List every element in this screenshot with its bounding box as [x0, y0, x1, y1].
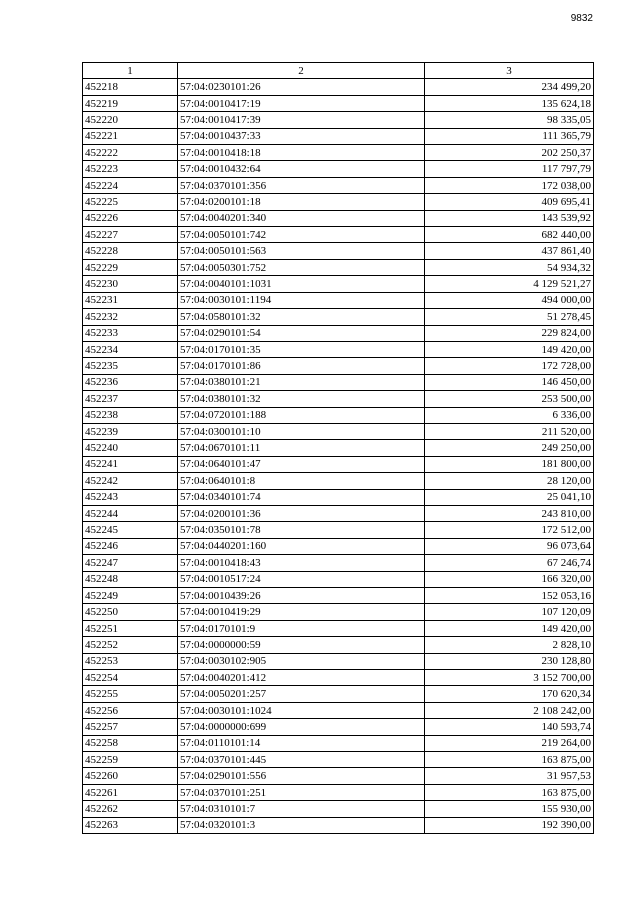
row-number: 452256: [83, 702, 178, 718]
cadastral-value: 152 053,16: [425, 588, 594, 604]
cadastral-number: 57:04:0010437:33: [178, 128, 425, 144]
table-row: [83, 555, 594, 571]
table-row: [83, 325, 594, 341]
row-number: 452240: [83, 440, 178, 456]
cadastral-number: 57:04:0580101:32: [178, 309, 425, 325]
table-row: [83, 670, 594, 686]
table-header: [83, 63, 594, 79]
table-row: [83, 276, 594, 292]
table-row: [83, 768, 594, 784]
table-row: [83, 719, 594, 735]
row-number: 452231: [83, 292, 178, 308]
cadastral-value: 211 520,00: [425, 423, 594, 439]
cadastral-value: 111 365,79: [425, 128, 594, 144]
row-number: 452245: [83, 522, 178, 538]
cadastral-value: 28 120,00: [425, 473, 594, 489]
cadastral-value: 155 930,00: [425, 801, 594, 817]
table-row: [83, 161, 594, 177]
cadastral-number: 57:04:0170101:86: [178, 358, 425, 374]
row-number: 452239: [83, 423, 178, 439]
table-row: [83, 620, 594, 636]
table-row: [83, 752, 594, 768]
table-row: [83, 489, 594, 505]
cadastral-number: 57:04:0010418:43: [178, 555, 425, 571]
cadastral-number: 57:04:0010417:39: [178, 112, 425, 128]
cadastral-value: 140 593,74: [425, 719, 594, 735]
table-row: [83, 95, 594, 111]
cadastral-number: 57:04:0030101:1194: [178, 292, 425, 308]
row-number: 452235: [83, 358, 178, 374]
row-number: 452244: [83, 505, 178, 521]
table-row: [83, 571, 594, 587]
cadastral-value: 170 620,34: [425, 686, 594, 702]
table-row: [83, 604, 594, 620]
cadastral-value: 51 278,45: [425, 309, 594, 325]
cadastral-value: 149 420,00: [425, 620, 594, 636]
table-row: [83, 79, 594, 95]
cadastral-value: 172 038,00: [425, 177, 594, 193]
table-row: [83, 505, 594, 521]
cadastral-number: 57:04:0050301:752: [178, 259, 425, 275]
row-number: 452234: [83, 341, 178, 357]
table-row: [83, 522, 594, 538]
cadastral-number: 57:04:0040101:1031: [178, 276, 425, 292]
cadastral-number: 57:04:0000000:699: [178, 719, 425, 735]
table-row: [83, 292, 594, 308]
cadastral-number: 57:04:0010439:26: [178, 588, 425, 604]
cadastral-number: 57:04:0440201:160: [178, 538, 425, 554]
cadastral-number: 57:04:0030101:1024: [178, 702, 425, 718]
cadastral-number: 57:04:0350101:78: [178, 522, 425, 538]
cadastral-number: 57:04:0010418:18: [178, 145, 425, 161]
cadastral-number: 57:04:0010517:24: [178, 571, 425, 587]
table-row: [83, 588, 594, 604]
row-number: 452257: [83, 719, 178, 735]
row-number: 452226: [83, 210, 178, 226]
cadastral-value: 117 797,79: [425, 161, 594, 177]
cadastral-number: 57:04:0050101:563: [178, 243, 425, 259]
cadastral-value: 107 120,09: [425, 604, 594, 620]
cadastral-number: 57:04:0010417:19: [178, 95, 425, 111]
table-row: [83, 686, 594, 702]
table-row: [83, 440, 594, 456]
table-row: [83, 538, 594, 554]
table-row: [83, 407, 594, 423]
cadastral-value: 219 264,00: [425, 735, 594, 751]
cadastral-number: 57:04:0010432:64: [178, 161, 425, 177]
cadastral-value: 234 499,20: [425, 79, 594, 95]
cadastral-value: 149 420,00: [425, 341, 594, 357]
cadastral-number: 57:04:0640101:8: [178, 473, 425, 489]
cadastral-value: 230 128,80: [425, 653, 594, 669]
row-number: 452221: [83, 128, 178, 144]
table-row: [83, 784, 594, 800]
cadastral-value: 31 957,53: [425, 768, 594, 784]
table-row: [83, 653, 594, 669]
cadastral-number: 57:04:0050101:742: [178, 227, 425, 243]
cadastral-value: 172 512,00: [425, 522, 594, 538]
cadastral-value: 2 828,10: [425, 637, 594, 653]
cadastral-value: 2 108 242,00: [425, 702, 594, 718]
table-row: [83, 637, 594, 653]
column-header-2: 2: [178, 63, 425, 79]
cadastral-value: 67 246,74: [425, 555, 594, 571]
cadastral-number: 57:04:0230101:26: [178, 79, 425, 95]
cadastral-number: 57:04:0290101:54: [178, 325, 425, 341]
row-number: 452233: [83, 325, 178, 341]
row-number: 452246: [83, 538, 178, 554]
cadastral-number: 57:04:0000000:59: [178, 637, 425, 653]
row-number: 452262: [83, 801, 178, 817]
cadastral-number: 57:04:0050201:257: [178, 686, 425, 702]
table-row: [83, 210, 594, 226]
row-number: 452253: [83, 653, 178, 669]
cadastral-number: 57:04:0380101:21: [178, 374, 425, 390]
row-number: 452241: [83, 456, 178, 472]
cadastral-number: 57:04:0300101:10: [178, 423, 425, 439]
row-number: 452258: [83, 735, 178, 751]
cadastral-value: 6 336,00: [425, 407, 594, 423]
cadastral-number: 57:04:0170101:35: [178, 341, 425, 357]
cadastral-value: 249 250,00: [425, 440, 594, 456]
table-row: [83, 309, 594, 325]
cadastral-number: 57:04:0200101:18: [178, 194, 425, 210]
row-number: 452260: [83, 768, 178, 784]
table-row: [83, 358, 594, 374]
cadastral-value: 437 861,40: [425, 243, 594, 259]
row-number: 452237: [83, 391, 178, 407]
cadastral-value: 3 152 700,00: [425, 670, 594, 686]
row-number: 452223: [83, 161, 178, 177]
table-row: [83, 456, 594, 472]
cadastral-value: 96 073,64: [425, 538, 594, 554]
table-row: [83, 702, 594, 718]
cadastral-number: 57:04:0010419:29: [178, 604, 425, 620]
cadastral-value: 25 041,10: [425, 489, 594, 505]
table-body: [83, 79, 594, 834]
table-row: [83, 801, 594, 817]
table-row: [83, 194, 594, 210]
table-row: [83, 735, 594, 751]
row-number: 452224: [83, 177, 178, 193]
cadastral-value: 494 000,00: [425, 292, 594, 308]
row-number: 452261: [83, 784, 178, 800]
cadastral-value: 163 875,00: [425, 784, 594, 800]
cadastral-value-table: [82, 62, 594, 834]
row-number: 452228: [83, 243, 178, 259]
cadastral-value: 98 335,05: [425, 112, 594, 128]
cadastral-value: 172 728,00: [425, 358, 594, 374]
table-row: [83, 145, 594, 161]
row-number: 452255: [83, 686, 178, 702]
cadastral-value: 202 250,37: [425, 145, 594, 161]
header-row: [83, 63, 594, 79]
cadastral-number: 57:04:0670101:11: [178, 440, 425, 456]
cadastral-number: 57:04:0310101:7: [178, 801, 425, 817]
cadastral-number: 57:04:0370101:445: [178, 752, 425, 768]
cadastral-number: 57:04:0290101:556: [178, 768, 425, 784]
cadastral-value: 192 390,00: [425, 817, 594, 833]
row-number: 452242: [83, 473, 178, 489]
column-header-1: 1: [83, 63, 178, 79]
cadastral-number: 57:04:0110101:14: [178, 735, 425, 751]
row-number: 452263: [83, 817, 178, 833]
table-row: [83, 128, 594, 144]
row-number: 452250: [83, 604, 178, 620]
row-number: 452220: [83, 112, 178, 128]
cadastral-value: 143 539,92: [425, 210, 594, 226]
row-number: 452249: [83, 588, 178, 604]
row-number: 452254: [83, 670, 178, 686]
table-row: [83, 391, 594, 407]
table-row: [83, 177, 594, 193]
row-number: 452248: [83, 571, 178, 587]
cadastral-number: 57:04:0030102:905: [178, 653, 425, 669]
table-row: [83, 112, 594, 128]
table-row: [83, 423, 594, 439]
cadastral-value: 243 810,00: [425, 505, 594, 521]
column-header-3: 3: [425, 63, 594, 79]
row-number: 452225: [83, 194, 178, 210]
table-row: [83, 817, 594, 833]
row-number: 452252: [83, 637, 178, 653]
cadastral-value: 253 500,00: [425, 391, 594, 407]
cadastral-value: 166 320,00: [425, 571, 594, 587]
row-number: 452219: [83, 95, 178, 111]
cadastral-number: 57:04:0380101:32: [178, 391, 425, 407]
cadastral-value: 409 695,41: [425, 194, 594, 210]
row-number: 452229: [83, 259, 178, 275]
cadastral-value: 229 824,00: [425, 325, 594, 341]
cadastral-number: 57:04:0370101:356: [178, 177, 425, 193]
row-number: 452236: [83, 374, 178, 390]
page-number: 9832: [570, 13, 593, 24]
table-row: [83, 243, 594, 259]
row-number: 452251: [83, 620, 178, 636]
row-number: 452238: [83, 407, 178, 423]
cadastral-value: 181 800,00: [425, 456, 594, 472]
table-row: [83, 227, 594, 243]
cadastral-number: 57:04:0370101:251: [178, 784, 425, 800]
table-row: [83, 341, 594, 357]
cadastral-number: 57:04:0640101:47: [178, 456, 425, 472]
cadastral-value: 146 450,00: [425, 374, 594, 390]
cadastral-number: 57:04:0320101:3: [178, 817, 425, 833]
cadastral-value: 54 934,32: [425, 259, 594, 275]
row-number: 452247: [83, 555, 178, 571]
cadastral-number: 57:04:0040201:340: [178, 210, 425, 226]
table-row: [83, 374, 594, 390]
row-number: 452243: [83, 489, 178, 505]
table-row: [83, 473, 594, 489]
cadastral-value: 4 129 521,27: [425, 276, 594, 292]
cadastral-number: 57:04:0040201:412: [178, 670, 425, 686]
cadastral-number: 57:04:0340101:74: [178, 489, 425, 505]
row-number: 452230: [83, 276, 178, 292]
cadastral-value: 135 624,18: [425, 95, 594, 111]
row-number: 452218: [83, 79, 178, 95]
cadastral-value: 163 875,00: [425, 752, 594, 768]
row-number: 452227: [83, 227, 178, 243]
cadastral-value: 682 440,00: [425, 227, 594, 243]
cadastral-number: 57:04:0720101:188: [178, 407, 425, 423]
cadastral-number: 57:04:0200101:36: [178, 505, 425, 521]
cadastral-number: 57:04:0170101:9: [178, 620, 425, 636]
row-number: 452232: [83, 309, 178, 325]
row-number: 452222: [83, 145, 178, 161]
table-row: [83, 259, 594, 275]
row-number: 452259: [83, 752, 178, 768]
